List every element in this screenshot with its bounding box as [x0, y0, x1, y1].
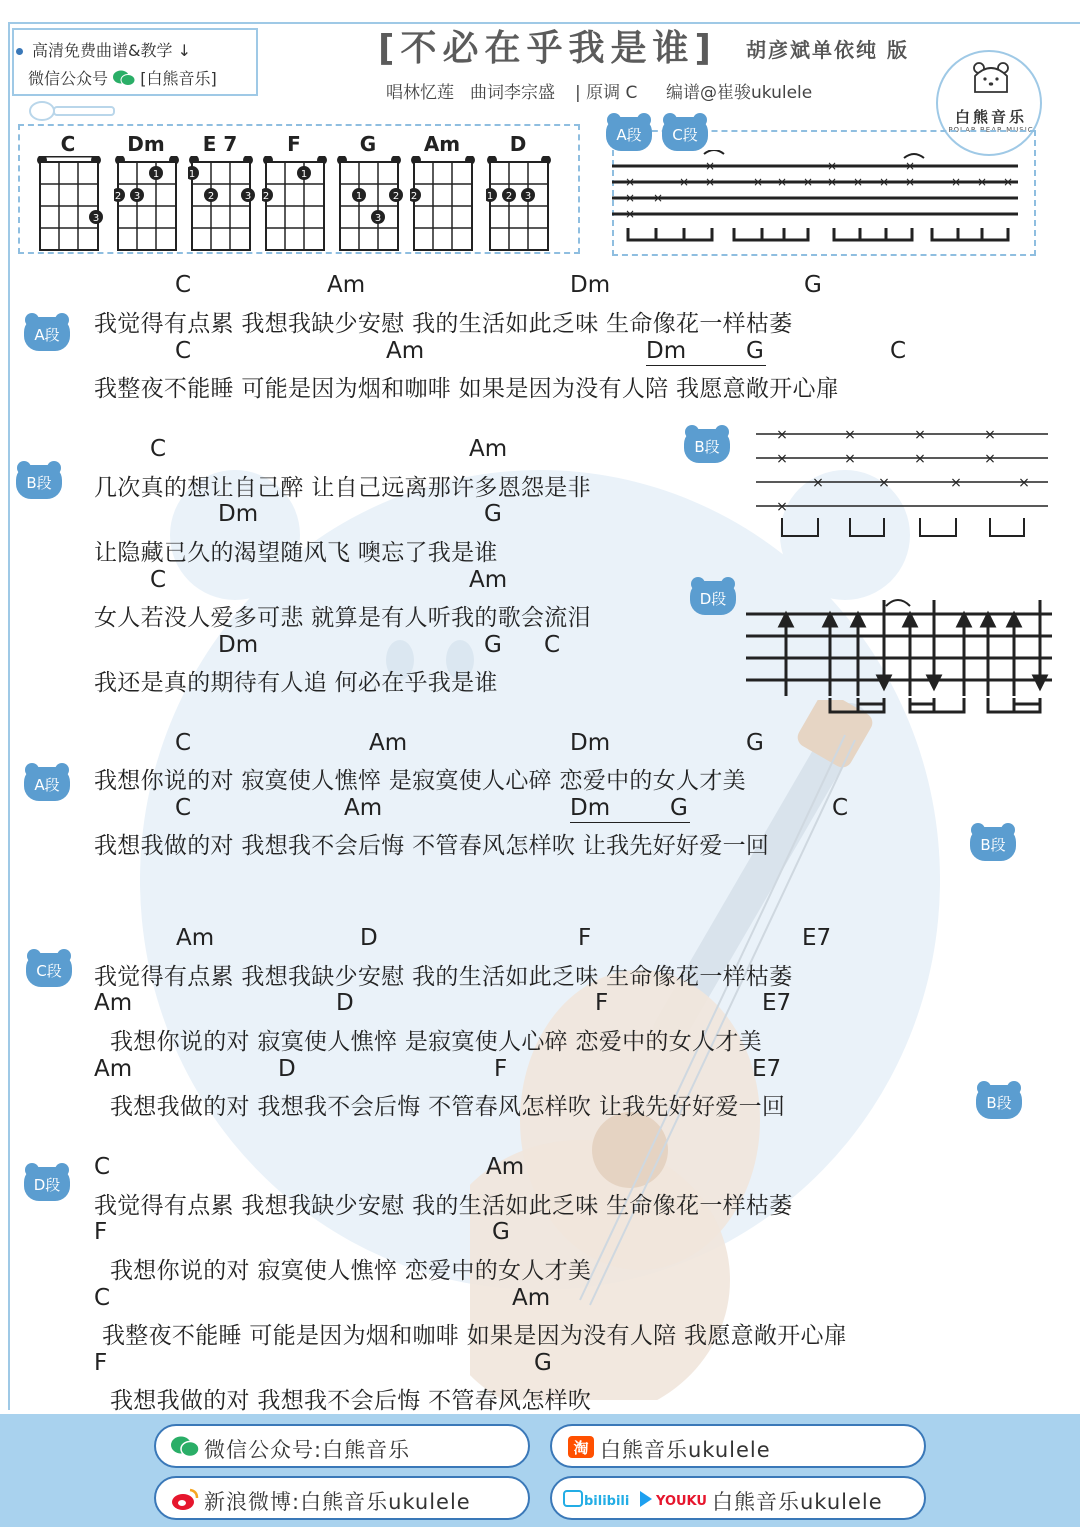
chord-diagram-g — [336, 132, 404, 250]
svg-text:YOUKU: YOUKU — [656, 1494, 707, 1509]
chord-label: Dm — [218, 501, 259, 527]
arranger-credit: 编谱@崔骏ukulele — [666, 83, 813, 103]
svg-text:×: × — [624, 175, 636, 189]
chord-label: D — [360, 925, 378, 951]
chord-diagram-c — [36, 132, 104, 250]
chord-label: C — [175, 272, 192, 298]
svg-text:×: × — [904, 175, 916, 189]
svg-text:2: 2 — [410, 191, 418, 202]
chord-label: C — [890, 338, 907, 364]
svg-text:×: × — [1018, 475, 1030, 491]
chord-label: G — [670, 795, 688, 821]
tab-staff-ac-icon — [612, 150, 1036, 250]
chord-grid-icon — [114, 156, 182, 252]
chord-label: C — [832, 795, 849, 821]
lyric-line: 我觉得有点累 我想我缺少安慰 我的生活如此乏味 生命像花一样枯萎 — [94, 964, 793, 990]
svg-text:×: × — [624, 207, 636, 221]
svg-text:3: 3 — [374, 213, 382, 224]
chord-label: G — [484, 501, 502, 527]
svg-text:×: × — [812, 475, 824, 491]
chord-label: G — [746, 338, 764, 364]
lyric-line: 我整夜不能睡 可能是因为烟和咖啡 如果是因为没有人陪 我愿意敞开心扉 — [94, 376, 840, 402]
svg-text:×: × — [704, 159, 716, 173]
svg-text:×: × — [678, 175, 690, 189]
chord-label: Am — [469, 436, 508, 462]
svg-text:1: 1 — [486, 191, 494, 202]
next-badge-b: B段 — [968, 822, 1018, 862]
singer-credit: 唱林忆莲 — [386, 83, 454, 103]
svg-text:3: 3 — [133, 191, 141, 202]
chord-label: Am — [327, 272, 366, 298]
chord-label: F — [494, 1056, 508, 1082]
bilibili-youku-link[interactable]: bilibili YOUKU 白熊音乐ukulele — [550, 1476, 926, 1520]
svg-text:×: × — [950, 175, 962, 189]
song-title: [不必在乎我是谁] — [378, 28, 717, 69]
chord-name: D — [509, 132, 527, 156]
chord-diagram-am — [410, 132, 478, 250]
svg-text:×: × — [914, 451, 926, 467]
svg-text:×: × — [752, 175, 764, 189]
section-badge-a2: A段 — [22, 762, 72, 802]
tab-staff-b-icon — [756, 424, 1052, 544]
chord-name: G — [359, 132, 377, 156]
svg-text:2: 2 — [262, 191, 270, 202]
svg-text:×: × — [776, 451, 788, 467]
lyric-line: 几次真的想让自己醉 让自己远离那许多恩怨是非 — [94, 475, 591, 501]
chord-label: Am — [486, 1154, 525, 1180]
svg-text:×: × — [852, 175, 864, 189]
lyric-line: 女人若没人爱多可悲 就算是有人听我的歌会流泪 — [94, 605, 591, 631]
song-version: 胡彦斌单依纯 版 — [746, 38, 909, 62]
wechat-icon — [113, 69, 135, 87]
chord-label: C — [94, 1154, 111, 1180]
chord-label: E7 — [762, 990, 792, 1016]
chord-label: F — [578, 925, 592, 951]
chord-label: Am — [369, 730, 408, 756]
lyric-line: 我想我做的对 我想我不会后悔 不管春风怎样吹 让我先好好爱一回 — [110, 1094, 786, 1120]
weibo-icon — [170, 1486, 200, 1512]
chord-label: Dm — [570, 272, 611, 298]
svg-text:2: 2 — [392, 191, 400, 202]
badge-d-pattern: D段 — [688, 576, 738, 616]
original-key: | 原调 C — [575, 83, 638, 103]
bullet-icon — [16, 48, 23, 55]
weibo-link[interactable]: 新浪微博:白熊音乐ukulele — [154, 1476, 530, 1520]
chord-label: G — [804, 272, 822, 298]
promo-wechat-label: 微信公众号 — [28, 69, 109, 88]
wechat-link[interactable]: 微信公众号:白熊音乐 — [154, 1424, 530, 1468]
lyric-line: 我想我做的对 我想我不会后悔 不管春风怎样吹 — [110, 1388, 592, 1414]
svg-text:×: × — [802, 175, 814, 189]
svg-text:×: × — [776, 427, 788, 443]
composer-credit: 曲词李宗盛 — [470, 83, 555, 103]
logo-subtitle: POLAR BEAR MUSIC — [948, 126, 1034, 134]
svg-text:×: × — [904, 159, 916, 173]
chord-label: C — [544, 632, 561, 658]
chord-name: Dm — [127, 132, 165, 156]
svg-text:×: × — [1002, 175, 1014, 189]
svg-text:×: × — [844, 427, 856, 443]
section-badge-b: B段 — [14, 460, 64, 500]
chord-label: E7 — [752, 1056, 782, 1082]
chord-label: G — [534, 1350, 552, 1376]
chord-label: Am — [94, 990, 133, 1016]
chord-grid-icon — [486, 156, 554, 252]
promo-line-2 — [28, 66, 217, 89]
logo-name: 白熊音乐 — [954, 108, 1027, 126]
chord-label: C — [175, 795, 192, 821]
svg-text:×: × — [976, 175, 988, 189]
svg-text:×: × — [914, 427, 926, 443]
lyric-line: 我觉得有点累 我想我缺少安慰 我的生活如此乏味 生命像花一样枯萎 — [94, 311, 793, 337]
lyric-line: 我觉得有点累 我想我缺少安慰 我的生活如此乏味 生命像花一样枯萎 — [94, 1193, 793, 1219]
taobao-icon — [566, 1434, 596, 1460]
chord-name: F — [287, 132, 301, 156]
badge-c-section: C段 — [660, 112, 710, 152]
svg-text:×: × — [984, 451, 996, 467]
chord-label: D — [278, 1056, 296, 1082]
chord-label: C — [175, 730, 192, 756]
chord-label: C — [94, 1285, 111, 1311]
chord-diagram-dm — [114, 132, 182, 250]
chord-grid-icon — [262, 156, 330, 252]
svg-text:1: 1 — [152, 169, 160, 180]
wechat-icon — [170, 1434, 200, 1460]
svg-text:2: 2 — [114, 191, 122, 202]
ukulele-small-icon — [28, 100, 118, 122]
chord-diagram-e7 — [188, 132, 256, 250]
promo-account-name: [白熊音乐] — [140, 69, 217, 88]
lyric-line: 我还是真的期待有人追 何必在乎我是谁 — [94, 670, 498, 696]
svg-text:×: × — [826, 175, 838, 189]
next-badge-b-2: B段 — [974, 1080, 1024, 1120]
svg-text:×: × — [878, 175, 890, 189]
chord-name: E 7 — [202, 132, 238, 156]
svg-text:2: 2 — [207, 191, 215, 202]
svg-text:×: × — [624, 191, 636, 205]
lyric-line: 我想你说的对 寂寞使人憔悴 是寂寞使人心碎 恋爱中的女人才美 — [94, 768, 746, 794]
chord-diagram-panel — [18, 124, 580, 254]
taobao-link[interactable]: 淘 白熊音乐ukulele — [550, 1424, 926, 1468]
svg-text:1: 1 — [300, 169, 308, 180]
chord-grid-icon — [188, 156, 256, 252]
bilibili-youku-icon — [562, 1486, 712, 1512]
svg-text:×: × — [704, 175, 716, 189]
section-badge-d: D段 — [22, 1162, 72, 1202]
svg-text:×: × — [984, 427, 996, 443]
lyric-line: 我想我做的对 我想我不会后悔 不管春风怎样吹 让我先好好爱一回 — [94, 833, 770, 859]
chord-label: F — [94, 1219, 108, 1245]
svg-text:3: 3 — [92, 213, 100, 224]
chord-label: Dm — [646, 338, 766, 366]
chord-label: G — [746, 730, 764, 756]
section-badge-a1: A段 — [22, 312, 72, 352]
svg-text:×: × — [878, 475, 890, 491]
footer — [0, 1414, 1080, 1527]
svg-text:淘: 淘 — [573, 1439, 589, 1457]
svg-text:×: × — [950, 475, 962, 491]
promo-box — [12, 28, 258, 96]
strum-pattern-d-icon — [746, 596, 1056, 716]
chord-label: Am — [176, 925, 215, 951]
chord-label: D — [336, 990, 354, 1016]
chord-diagram-f — [262, 132, 330, 250]
svg-text:3: 3 — [524, 191, 532, 202]
chord-grid-icon — [336, 156, 404, 252]
svg-text:×: × — [776, 175, 788, 189]
chord-label: C — [175, 338, 192, 364]
chord-grid-icon — [36, 156, 104, 252]
chord-diagram-d — [486, 132, 554, 250]
lyric-line: 我想你说的对 寂寞使人憔悴 恋爱中的女人才美 — [110, 1258, 592, 1284]
promo-line-1: 高清免费曲谱&教学 ↓ — [32, 41, 191, 60]
section-badge-c: C段 — [24, 948, 74, 988]
polar-bear-icon — [971, 62, 1011, 94]
chord-label: Dm — [218, 632, 259, 658]
svg-text:1: 1 — [355, 191, 363, 202]
chord-label: G — [492, 1219, 510, 1245]
lyric-line: 我整夜不能睡 可能是因为烟和咖啡 如果是因为没有人陪 我愿意敞开心扉 — [102, 1323, 848, 1349]
chord-label: C — [150, 567, 167, 593]
chord-grid-icon — [410, 156, 478, 252]
chord-name: C — [60, 132, 76, 156]
chord-label: Am — [512, 1285, 551, 1311]
lyric-line: 我想你说的对 寂寞使人憔悴 是寂寞使人心碎 恋爱中的女人才美 — [110, 1029, 762, 1055]
svg-text:bilibili: bilibili — [584, 1494, 630, 1509]
chord-label: C — [150, 436, 167, 462]
chord-label: Am — [94, 1056, 133, 1082]
chord-label: F — [595, 990, 609, 1016]
chord-label: Dm — [570, 795, 690, 823]
svg-text:×: × — [776, 499, 788, 515]
svg-text:×: × — [844, 451, 856, 467]
chord-label: Dm — [570, 730, 611, 756]
chord-label: Am — [469, 567, 508, 593]
svg-text:2: 2 — [505, 191, 513, 202]
chord-label: E7 — [802, 925, 832, 951]
chord-label: F — [94, 1350, 108, 1376]
lyric-line: 让隐藏已久的渴望随风飞 噢忘了我是谁 — [94, 540, 498, 566]
badge-b-pattern: B段 — [682, 424, 732, 464]
chord-label: Am — [344, 795, 383, 821]
svg-text:×: × — [652, 191, 664, 205]
svg-text:3: 3 — [244, 191, 252, 202]
chord-label: Am — [386, 338, 425, 364]
chord-label: G — [484, 632, 502, 658]
svg-text:1: 1 — [188, 169, 196, 180]
badge-a-section: A段 — [604, 112, 654, 152]
chord-name: Am — [423, 132, 461, 156]
svg-text:×: × — [826, 159, 838, 173]
